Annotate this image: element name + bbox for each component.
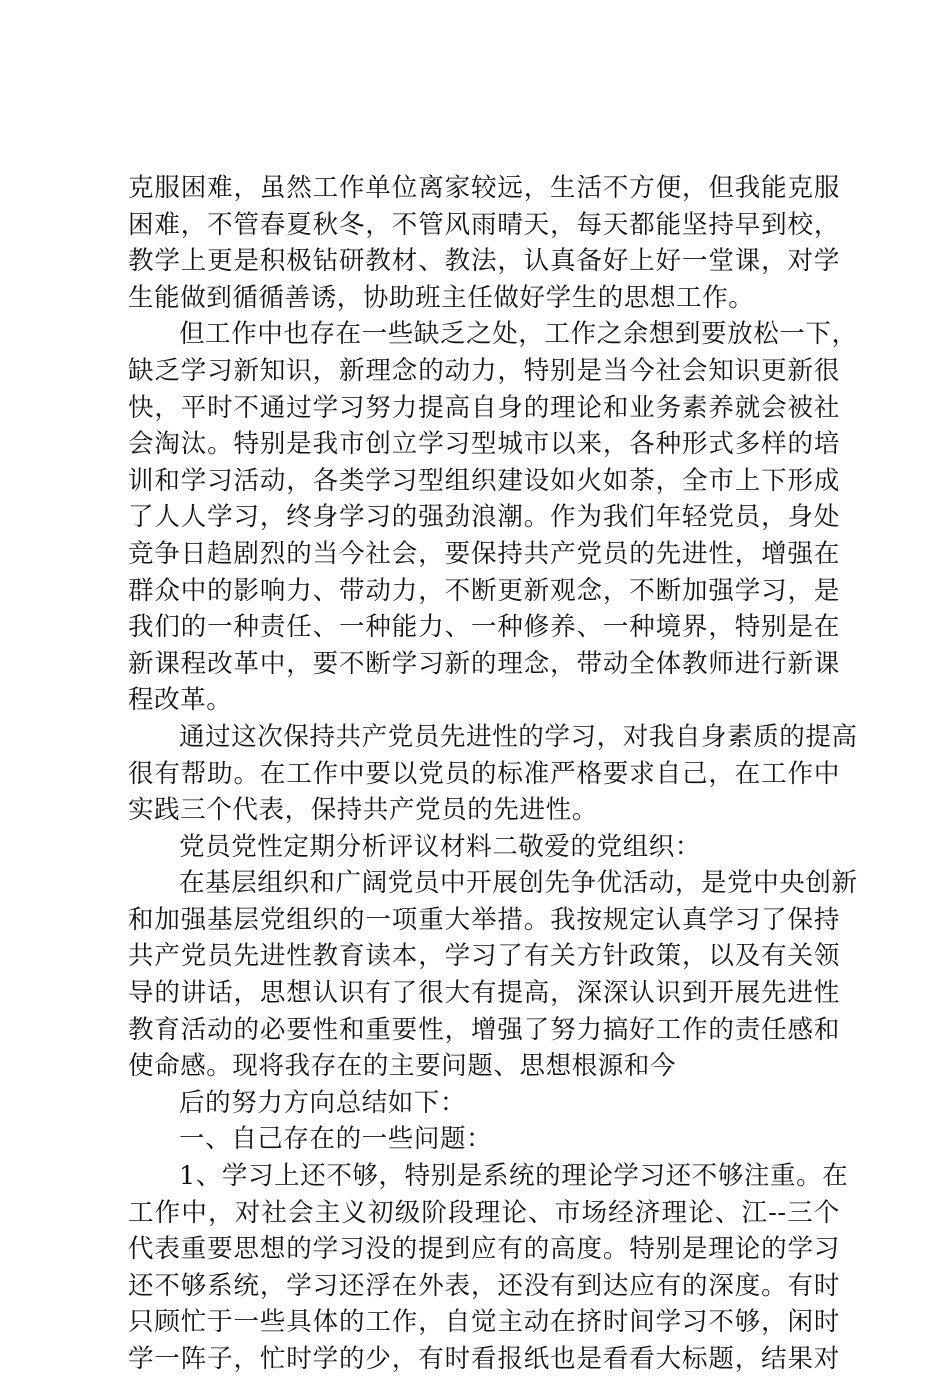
text-line: 竞争日趋剧烈的当今社会，要保持共产党员的先进性，增强在	[128, 538, 840, 569]
text-line: 在基层组织和广阔党员中开展创先争优活动，是党中央创新	[179, 868, 858, 899]
text-line: 使命感。现将我存在的主要问题、思想根源和今	[128, 1051, 677, 1082]
text-line: 困难，不管春夏秋冬，不管风雨晴天，每天都能坚持早到校，	[128, 209, 840, 240]
text-line: 工作中，对社会主义初级阶段理论、市场经济理论、江--三个	[128, 1197, 840, 1228]
text-line: 快，平时不通过学习努力提高自身的理论和业务素养就会被社	[128, 392, 840, 423]
text-line: 1、学习上还不够，特别是系统的理论学习还不够注重。在	[179, 1161, 849, 1192]
text-line: 还不够系统，学习还浮在外表，还没有到达应有的深度。有时	[128, 1270, 840, 1301]
text-line: 代表重要思想的学习没的提到应有的高度。特别是理论的学习	[128, 1234, 840, 1265]
text-line: 只顾忙于一些具体的工作，自觉主动在挤时间学习不够，闲时	[128, 1307, 840, 1338]
text-line: 教学上更是积极钻研教材、教法，认真备好上好一堂课，对学	[128, 246, 840, 277]
text-line: 学一阵子，忙时学的少，有时看报纸也是看看大标题，结果对	[128, 1344, 840, 1374]
text-line: 新课程改革中，要不断学习新的理念，带动全体教师进行新课	[128, 648, 840, 679]
text-line: 实践三个代表，保持共产党员的先进性。	[128, 795, 598, 826]
text-line: 后的努力方向总结如下：	[179, 1087, 467, 1118]
text-line: 缺乏学习新知识，新理念的动力，特别是当今社会知识更新很	[128, 355, 840, 386]
text-line: 了人人学习，终身学习的强劲浪潮。作为我们年轻党员，身处	[128, 502, 840, 533]
text-line: 很有帮助。在工作中要以党员的标准严格要求自己，在工作中	[128, 758, 840, 789]
text-line: 导的讲话，思想认识有了很大有提高，深深认识到开展先进性	[128, 978, 840, 1009]
text-line: 生能做到循循善诱，协助班主任做好学生的思想工作。	[128, 282, 755, 313]
text-line: 和加强基层党组织的一项重大举措。我按规定认真学习了保持	[128, 904, 840, 935]
text-line: 训和学习活动，各类学习型组织建设如火如荼，全市上下形成	[128, 465, 840, 496]
text-line: 通过这次保持共产党员先进性的学习，对我自身素质的提高	[179, 721, 858, 752]
text-line: 但工作中也存在一些缺乏之处，工作之余想到要放松一下，	[179, 319, 858, 350]
text-line: 教育活动的必要性和重要性，增强了努力搞好工作的责任感和	[128, 1014, 840, 1045]
text-line: 共产党员先进性教育读本，学习了有关方针政策，以及有关领	[128, 941, 840, 972]
text-line: 群众中的影响力、带动力，不断更新观念，不断加强学习，是	[128, 575, 840, 606]
text-line: 程改革。	[128, 685, 233, 716]
document-body	[128, 170, 858, 1378]
text-line: 一、自己存在的一些问题：	[179, 1124, 493, 1155]
text-line: 党员党性定期分析评议材料二敬爱的党组织：	[179, 831, 702, 862]
text-line: 我们的一种责任、一种能力、一种修养、一种境界，特别是在	[128, 612, 840, 643]
text-line: 克服困难，虽然工作单位离家较远，生活不方便，但我能克服	[128, 173, 840, 203]
text-line: 会淘汰。特别是我市创立学习型城市以来，各种形式多样的培	[128, 429, 840, 460]
